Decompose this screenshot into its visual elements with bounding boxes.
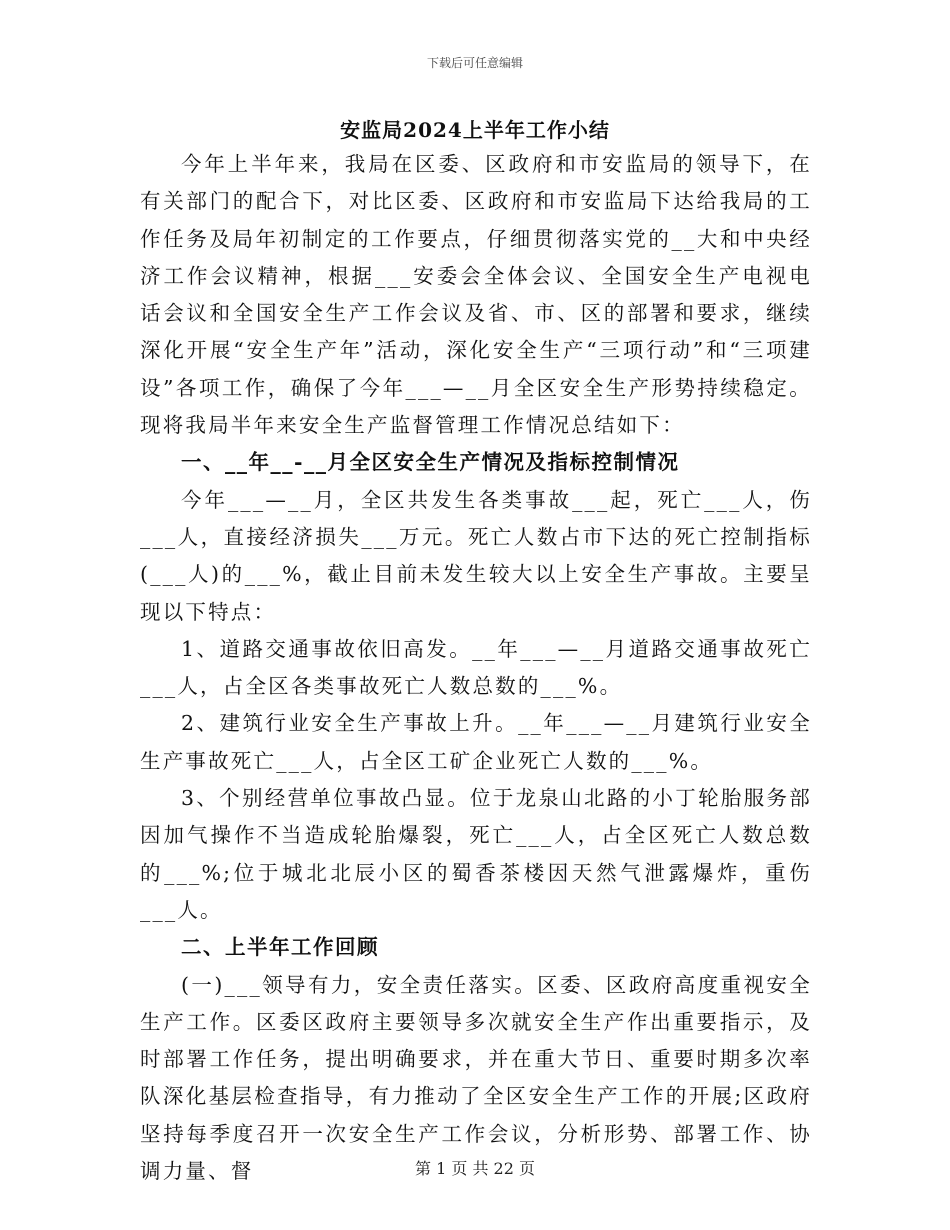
intro-paragraph: 今年上半年来，我局在区委、区政府和市安监局的领导下，在有关部门的配合下，对比区委、区政府和市安监局下达给我局的工作任务及局年初制定的工作要点，仔细贯彻落实党的__大和中央经济工作会议精神，根据___安委会全体会议、全国安全生产电视电话会议和全国安全生产工作会议及省、市、区的部署和要求，继续深化开展“安全生产年”活动，深化安全生产“三项行动”和“三项建设”各项工作，确保了今年___—__月全区安全生产形势持续稳定。现将我局半年来安全生产监督管理工作情况总结如下： xyxy=(140,152,812,438)
construction-accident-paragraph: 2、建筑行业安全生产事故上升。__年___—__月建筑行业安全生产事故死亡___人，占全区工矿企业死亡人数的___%。 xyxy=(140,711,812,773)
traffic-accident-paragraph: 1、道路交通事故依旧高发。__年___—__月道路交通事故死亡___人，占全区各类事故死亡人数总数的___%。 xyxy=(140,636,812,699)
document-title: 安监局2024上半年工作小结 xyxy=(340,118,610,142)
section-heading-1: 一、__年__-__月全区安全生产情况及指标控制情况 xyxy=(181,450,680,475)
page-footer: 第 1 页 共 22 页 xyxy=(415,1159,535,1178)
leadership-paragraph: (一)___领导有力，安全责任落实。区委、区政府高度重视安全生产工作。区委区政府主要领导多次就安全生产作出重要指示，及时部署工作任务，提出明确要求，并在重大节日、重要时期多次率队深化基层检查指导，有力推动了全区安全生产工作的开展;区政府坚持每季度召开一次安全生产工作会议，分析形势、部署工作、协调力量、督 xyxy=(140,972,812,1184)
accident-summary-paragraph: 今年___—__月，全区共发生各类事故___起，死亡___人，伤___人，直接经济损失___万元。死亡人数占市下达的死亡控制指标(___人)的___%，截止目前未发生较大以上安全生产事故。主要呈现以下特点： xyxy=(140,487,812,624)
section-heading-2: 二、上半年工作回顾 xyxy=(181,935,379,960)
business-accident-paragraph: 3、个别经营单位事故凸显。位于龙泉山北路的小丁轮胎服务部因加气操作不当造成轮胎爆裂，死亡___人，占全区死亡人数总数的___%;位于城北北辰小区的蜀香茶楼因天然气泄露爆炸，重伤___人。 xyxy=(140,786,812,922)
document-body xyxy=(140,146,812,1190)
header-note: 下载后可任意编辑 xyxy=(426,56,523,70)
